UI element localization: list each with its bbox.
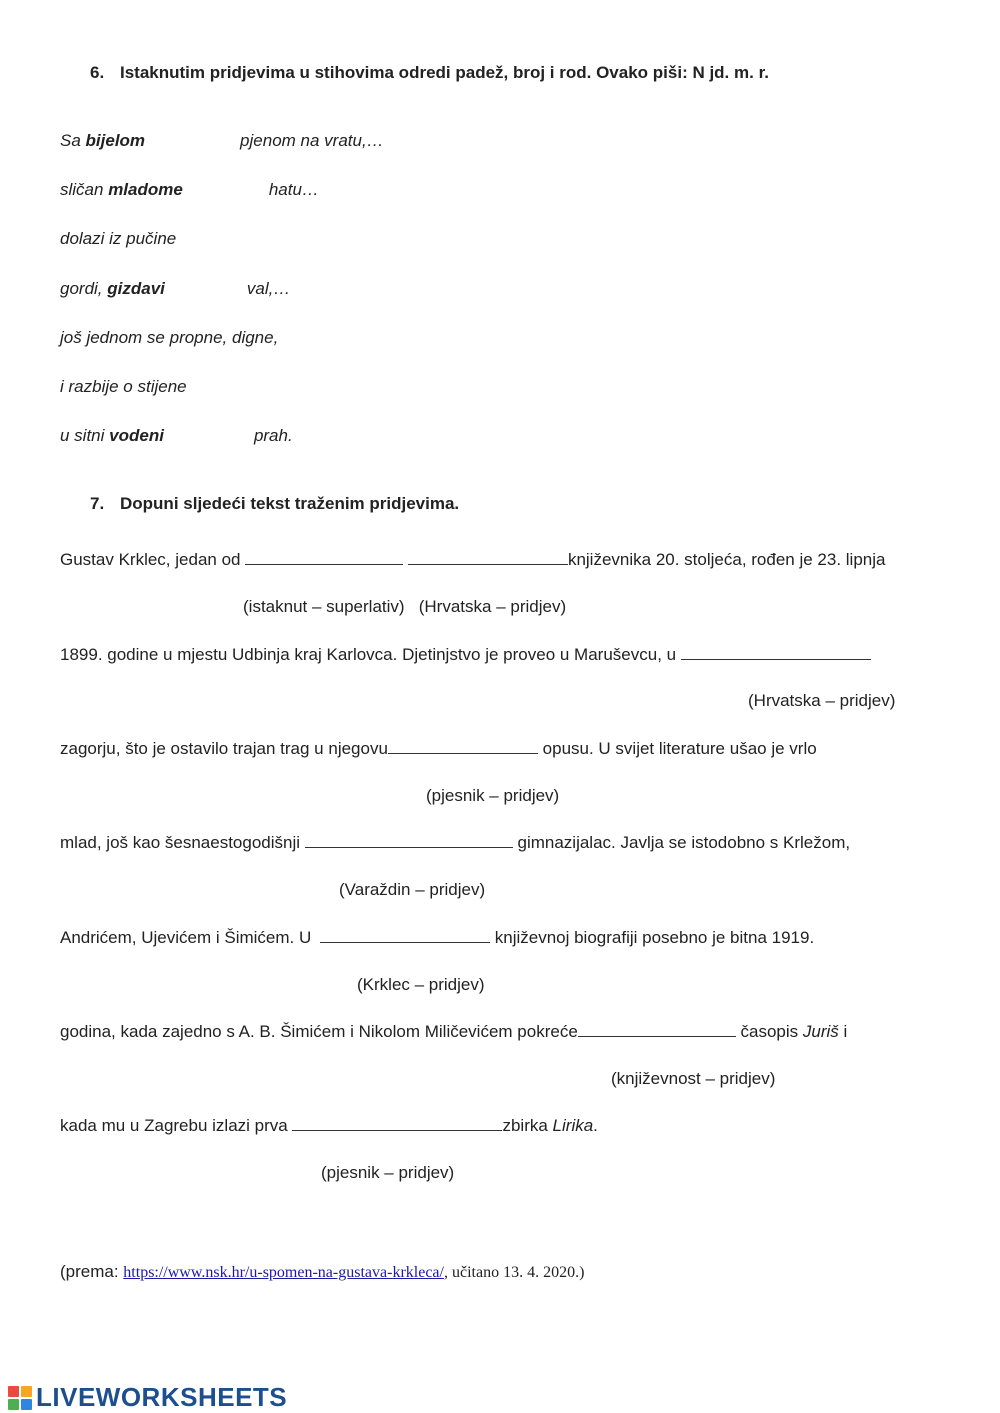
- source-suffix: , učitano 13. 4. 2020.): [443, 1264, 585, 1281]
- line-text: književnika 20. stoljeća, rođen je 23. lipnja: [567, 550, 886, 569]
- logo-cube-square: [8, 1399, 19, 1410]
- verse-line: [60, 180, 319, 200]
- hint-line-6: (književnost – pridjev): [611, 1069, 776, 1088]
- line-text: .: [593, 1116, 598, 1135]
- answer-blank-5[interactable]: [305, 833, 513, 848]
- question-7-number: 7.: [90, 494, 105, 513]
- line-text: i: [838, 1022, 848, 1041]
- line-text: gimnazijalac. Javlja se istodobno s Krležom,: [517, 833, 851, 852]
- line-text: Gustav Krklec, jedan od: [60, 550, 241, 569]
- logo-text: LIVEWORKSHEETS: [36, 1382, 288, 1412]
- logo-cube-square: [21, 1386, 32, 1397]
- hint-line-3: (pjesnik – pridjev): [426, 786, 560, 805]
- answer-blank-8[interactable]: [292, 1116, 502, 1131]
- question-7-text: Dopuni sljedeći tekst traženim pridjevima.: [120, 494, 460, 513]
- line-text: godina, kada zajedno s A. B. Šimićem i Nikolom Miličevićem pokreće: [60, 1022, 578, 1041]
- verse-text-after: prah.: [253, 426, 293, 445]
- question-6-text: Istaknutim pridjevima u stihovima odredi padež, broj i rod. Ovako piši: N jd. m. r.: [120, 63, 769, 82]
- question-6-heading: [90, 63, 769, 83]
- text-line-2: [60, 645, 871, 665]
- verse-line: [60, 279, 290, 299]
- text-line-4: [60, 833, 850, 853]
- verse-adjective: gizdavi: [107, 279, 165, 298]
- answer-blank-4[interactable]: [388, 739, 538, 754]
- text-line-6: [60, 1022, 847, 1042]
- verse-text: Sa: [60, 131, 86, 150]
- answer-blank-1[interactable]: [245, 550, 403, 565]
- hint-line-2: (Hrvatska – pridjev): [748, 691, 896, 710]
- magazine-title: Juriš: [802, 1022, 839, 1041]
- verse-line: [60, 328, 278, 348]
- line-text: mlad, još kao šesnaestogodišnji: [60, 833, 301, 852]
- logo-cube-icon: [8, 1386, 32, 1410]
- hint-line-5: (Krklec – pridjev): [357, 975, 485, 994]
- verse-adjective: mladome: [108, 180, 183, 199]
- line-text: časopis: [740, 1022, 803, 1041]
- text-line-5: [60, 928, 814, 948]
- answer-blank-2[interactable]: [408, 550, 568, 565]
- verse-text: još jednom se propne, digne,: [60, 328, 279, 347]
- verse-line: [60, 377, 187, 397]
- line-text: Andrićem, Ujevićem i Šimićem. U: [60, 928, 312, 947]
- text-line-1: [60, 550, 885, 570]
- verse-line: [60, 229, 176, 249]
- verse-text: sličan: [60, 180, 109, 199]
- line-text: književnoj biografiji posebno je bitna 1919.: [494, 928, 815, 947]
- verse-text: i razbije o stijene: [60, 377, 187, 396]
- verse-text-after: hatu…: [268, 180, 319, 199]
- question-6-number: 6.: [90, 63, 105, 82]
- source-prefix: (prema:: [60, 1262, 124, 1281]
- collection-title: Lirika: [552, 1116, 594, 1135]
- verse-text: gordi,: [60, 279, 108, 298]
- verse-text: u sitni: [60, 426, 110, 445]
- source-citation: [60, 1262, 584, 1282]
- verse-text-after: val,…: [246, 279, 291, 298]
- source-link[interactable]: https://www.nsk.hr/u-spomen-na-gustava-krkleca/: [123, 1264, 444, 1281]
- line-text: opusu. U svijet literature ušao je vrlo: [542, 739, 817, 758]
- verse-line: [60, 131, 384, 151]
- text-line-7: [60, 1116, 598, 1136]
- logo-cube-square: [21, 1399, 32, 1410]
- question-7-heading: [90, 494, 459, 514]
- line-text: 1899. godine u mjestu Udbinja kraj Karlovca. Djetinjstvo je proveo u Maruševcu, u: [60, 645, 677, 664]
- line-text: zbirka: [502, 1116, 553, 1135]
- verse-adjective: vodeni: [109, 426, 164, 445]
- verse-text-after: pjenom na vratu,…: [240, 131, 384, 150]
- line-text: kada mu u Zagrebu izlazi prva: [60, 1116, 288, 1135]
- verse-line: [60, 426, 293, 446]
- hint-line-7: (pjesnik – pridjev): [321, 1163, 455, 1182]
- liveworksheets-logo: [8, 1382, 287, 1413]
- answer-blank-6[interactable]: [320, 928, 490, 943]
- answer-blank-7[interactable]: [578, 1022, 736, 1037]
- line-text: zagorju, što je ostavilo trajan trag u njegovu: [60, 739, 388, 758]
- verse-adjective: bijelom: [85, 131, 146, 150]
- answer-blank-3[interactable]: [681, 645, 871, 660]
- verse-text: dolazi iz pučine: [60, 229, 177, 248]
- hint-line-1: (istaknut – superlativ) (Hrvatska – pridjev): [243, 597, 567, 616]
- logo-cube-square: [8, 1386, 19, 1397]
- text-line-3: [60, 739, 817, 759]
- hint-line-4: (Varaždin – pridjev): [339, 880, 486, 899]
